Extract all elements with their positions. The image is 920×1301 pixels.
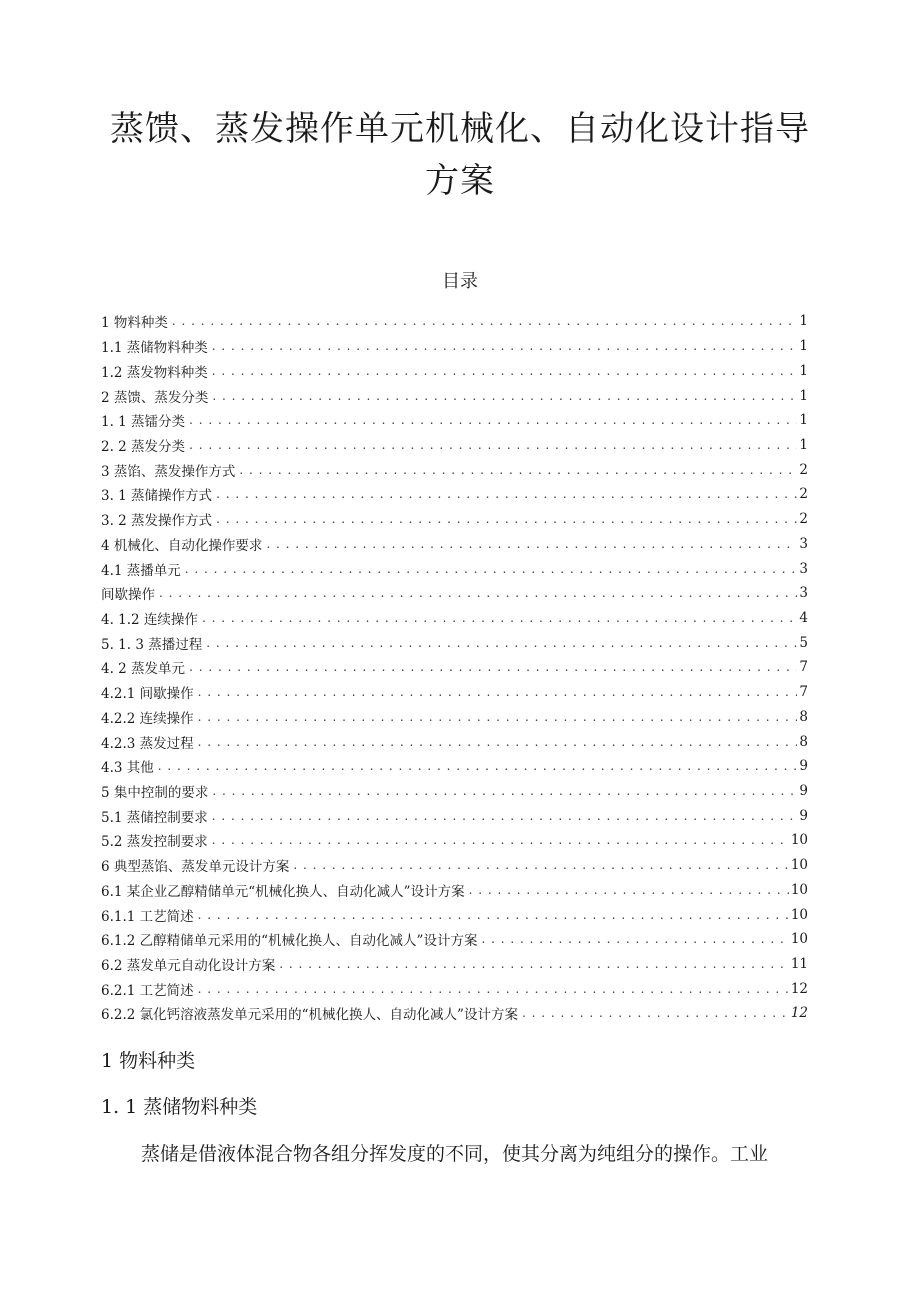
toc-entry-page-number: 10 bbox=[790, 931, 808, 948]
toc-entry-label: 1.1 蒸储物料种类 bbox=[101, 340, 208, 357]
toc-entry-page-number: 9 bbox=[799, 758, 808, 775]
toc-entry[interactable] bbox=[101, 556, 808, 581]
body-paragraph: 蒸储是借液体混合物各组分挥发度的不同，使其分离为纯组分的操作。工业 bbox=[141, 1143, 769, 1165]
toc-leader-dots bbox=[159, 586, 797, 600]
toc-leader-dots bbox=[293, 858, 788, 872]
toc-entry-label: 5 集中控制的要求 bbox=[101, 785, 209, 802]
toc-leader-dots bbox=[239, 463, 797, 477]
toc-entry-label: 2. 2 蒸发分类 bbox=[101, 438, 186, 455]
toc-entry[interactable] bbox=[101, 581, 808, 606]
toc-entry[interactable] bbox=[101, 507, 808, 532]
toc-leader-dots bbox=[481, 932, 788, 946]
toc-entry-label: 3. 1 蒸储操作方式 bbox=[101, 488, 213, 505]
toc-entry-page-number: 1 bbox=[799, 313, 808, 330]
toc-entry-label: 5.1 蒸储控制要求 bbox=[101, 809, 208, 826]
toc-entry[interactable] bbox=[101, 630, 808, 655]
toc-leader-dots bbox=[189, 413, 797, 427]
toc-leader-dots bbox=[212, 389, 797, 403]
toc-leader-dots bbox=[189, 438, 797, 452]
toc-entry-label: 1.2 蒸发物料种类 bbox=[101, 364, 208, 381]
table-of-contents bbox=[101, 309, 808, 1026]
toc-entry-label: 5.2 蒸发控制要求 bbox=[101, 834, 208, 851]
toc-leader-dots bbox=[189, 660, 797, 674]
toc-entry-page-number: 9 bbox=[799, 783, 808, 800]
toc-entry[interactable] bbox=[101, 408, 808, 433]
toc-leader-dots bbox=[279, 957, 789, 971]
toc-entry[interactable] bbox=[101, 383, 808, 408]
toc-leader-dots bbox=[469, 883, 789, 897]
toc-heading: 目录 bbox=[442, 271, 478, 292]
toc-entry-page-number: 10 bbox=[790, 881, 808, 898]
toc-entry-page-number: 4 bbox=[799, 609, 808, 626]
toc-leader-dots bbox=[216, 512, 797, 526]
toc-entry-label: 6.1.2 乙醇精储单元采用的“机械化换人、自动化减人”设计方案 bbox=[101, 933, 478, 950]
toc-entry-page-number: 1 bbox=[799, 412, 808, 429]
toc-entry-label: 6.2.2 氯化钙溶液蒸发单元采用的“机械化换人、自动化减人”设计方案 bbox=[101, 1007, 518, 1024]
toc-entry-label: 间歇操作 bbox=[101, 587, 155, 604]
toc-entry-page-number: 7 bbox=[799, 659, 808, 676]
toc-entry-page-number: 2 bbox=[799, 486, 808, 503]
toc-entry-page-number: 3 bbox=[799, 585, 808, 602]
toc-leader-dots bbox=[172, 314, 798, 328]
toc-entry-page-number: 11 bbox=[790, 956, 808, 973]
toc-entry-page-number: 1 bbox=[799, 362, 808, 379]
toc-leader-dots bbox=[266, 537, 797, 551]
toc-entry[interactable] bbox=[101, 803, 808, 828]
toc-entry-page-number: 9 bbox=[799, 807, 808, 824]
toc-leader-dots bbox=[212, 339, 798, 353]
toc-entry-page-number: 10 bbox=[790, 906, 808, 923]
toc-entry-page-number: 1 bbox=[799, 387, 808, 404]
toc-entry-label: 3. 2 蒸发操作方式 bbox=[101, 513, 213, 530]
toc-entry-label: 3 蒸馅、蒸发操作方式 bbox=[101, 463, 236, 480]
toc-entry[interactable] bbox=[101, 531, 808, 556]
toc-leader-dots bbox=[158, 759, 798, 773]
toc-entry-page-number: 1 bbox=[799, 436, 808, 453]
toc-entry[interactable] bbox=[101, 754, 808, 779]
toc-entry-page-number: 12 bbox=[790, 1005, 808, 1022]
toc-leader-dots bbox=[198, 735, 798, 749]
toc-entry[interactable] bbox=[101, 680, 808, 705]
toc-entry-page-number: 8 bbox=[799, 708, 808, 725]
toc-entry[interactable] bbox=[101, 952, 808, 977]
toc-leader-dots bbox=[212, 364, 798, 378]
toc-entry-page-number: 12 bbox=[790, 980, 808, 997]
title-line-1: 蒸馈、蒸发操作单元机械化、自动化设计指导 bbox=[110, 109, 810, 149]
toc-entry-page-number: 3 bbox=[799, 535, 808, 552]
toc-entry[interactable] bbox=[101, 358, 808, 383]
toc-entry-label: 4.2.2 连续操作 bbox=[101, 710, 194, 727]
toc-entry[interactable] bbox=[101, 457, 808, 482]
toc-leader-dots bbox=[185, 562, 798, 576]
toc-entry[interactable] bbox=[101, 902, 808, 927]
toc-leader-dots bbox=[198, 685, 798, 699]
toc-entry[interactable] bbox=[101, 878, 808, 903]
toc-entry-page-number: 7 bbox=[799, 684, 808, 701]
toc-entry-label: 1. 1 蒸镭分类 bbox=[101, 414, 186, 431]
toc-entry[interactable] bbox=[101, 655, 808, 680]
toc-entry-label: 4.3 其他 bbox=[101, 760, 154, 777]
toc-entry-label: 4. 2 蒸发单元 bbox=[101, 661, 186, 678]
toc-entry-label: 6.2.1 工艺简述 bbox=[101, 982, 194, 999]
toc-leader-dots bbox=[198, 982, 789, 996]
toc-entry-label: 1 物料种类 bbox=[101, 315, 168, 332]
toc-entry-page-number: 1 bbox=[799, 338, 808, 355]
toc-entry-label: 4.1 蒸播单元 bbox=[101, 562, 181, 579]
toc-entry[interactable] bbox=[101, 482, 808, 507]
subsection-heading: 1. 1 蒸储物料种类 bbox=[101, 1096, 258, 1118]
toc-entry-label: 6 典型蒸馅、蒸发单元设计方案 bbox=[101, 859, 290, 876]
toc-entry-label: 4 机械化、自动化操作要求 bbox=[101, 537, 263, 554]
toc-entry-page-number: 2 bbox=[799, 511, 808, 528]
toc-entry[interactable] bbox=[101, 853, 808, 878]
toc-entry-page-number: 5 bbox=[799, 634, 808, 651]
toc-leader-dots bbox=[206, 636, 797, 650]
toc-leader-dots bbox=[212, 809, 798, 823]
toc-leader-dots bbox=[202, 611, 797, 625]
toc-leader-dots bbox=[212, 784, 797, 798]
toc-leader-dots bbox=[198, 710, 798, 724]
toc-entry[interactable] bbox=[101, 606, 808, 631]
toc-entry-label: 4. 1.2 连续操作 bbox=[101, 611, 198, 628]
toc-entry-label: 6.1.1 工艺简述 bbox=[101, 908, 194, 925]
toc-leader-dots bbox=[216, 487, 797, 501]
toc-entry[interactable] bbox=[101, 334, 808, 359]
toc-entry-label: 5. 1. 3 蒸播过程 bbox=[101, 636, 203, 653]
toc-entry-page-number: 2 bbox=[799, 461, 808, 478]
toc-entry[interactable] bbox=[101, 433, 808, 458]
toc-entry-page-number: 10 bbox=[790, 832, 808, 849]
toc-entry[interactable] bbox=[101, 729, 808, 754]
toc-entry[interactable] bbox=[101, 976, 808, 1001]
toc-entry[interactable] bbox=[101, 309, 808, 334]
toc-entry-label: 2 蒸馈、蒸发分类 bbox=[101, 389, 209, 406]
title-line-2: 方案 bbox=[425, 161, 495, 201]
toc-entry[interactable] bbox=[101, 927, 808, 952]
toc-entry-page-number: 8 bbox=[799, 733, 808, 750]
toc-entry-label: 4.2.3 蒸发过程 bbox=[101, 735, 194, 752]
toc-entry-page-number: 10 bbox=[790, 857, 808, 874]
toc-leader-dots bbox=[212, 833, 789, 847]
toc-leader-dots bbox=[522, 1006, 789, 1020]
toc-entry[interactable] bbox=[101, 779, 808, 804]
toc-entry[interactable] bbox=[101, 828, 808, 853]
toc-entry-label: 4.2.1 间歇操作 bbox=[101, 686, 194, 703]
document-title bbox=[70, 103, 850, 207]
section-heading: 1 物料种类 bbox=[101, 1050, 196, 1072]
toc-entry[interactable] bbox=[101, 1001, 808, 1026]
toc-entry-page-number: 3 bbox=[799, 560, 808, 577]
toc-entry-label: 6.1 某企业乙醇精储单元“机械化换人、自动化减人”设计方案 bbox=[101, 883, 465, 900]
toc-leader-dots bbox=[198, 908, 789, 922]
toc-entry-label: 6.2 蒸发单元自动化设计方案 bbox=[101, 958, 276, 975]
toc-entry[interactable] bbox=[101, 705, 808, 730]
